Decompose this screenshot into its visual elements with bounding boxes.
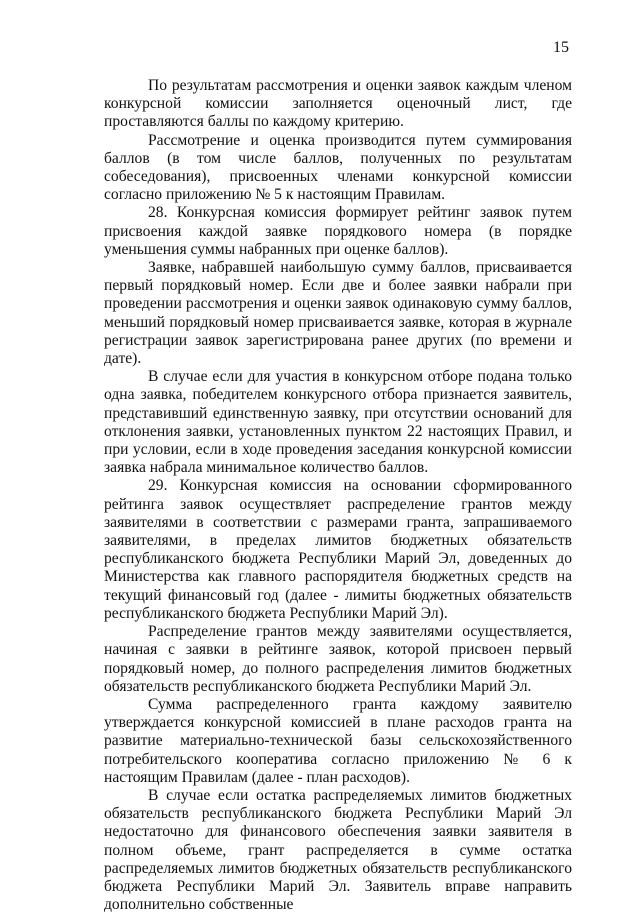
paragraph-single-application: В случае если для участия в конкурсном отборе подана только одна заявка, победителем конкурсного отбора признается заявитель, представивший единственную заявку, при отсутствии оснований для отклонения заявки, установленных пунктом 22 настоящих Правил, и при условии, если в ходе проведения заседания конкурсной комиссии заявка набрала минимальное количество баллов.	[104, 368, 572, 477]
paragraph-grant-amount: Сумма распределенного гранта каждому заявителю утверждается конкурсной комиссией в плане расходов гранта на развитие материально-технической базы сельскохозяйственного потребительского кооператива согласно приложению № 6 к настоящим Правилам (далее - план расходов).	[104, 695, 572, 786]
paragraph-item-29-distribution: 29. Конкурсная комиссия на основании сформированного рейтинга заявок осуществляет распределение грантов между заявителями в соответствии с размерами гранта, запрашиваемого заявителями, в пределах лимитов бюджетных обязательств республиканского бюджета Республики Марий Эл, доведенных до Министерства как главного распорядителя бюджетных средств на текущий финансовый год (далее - лимиты бюджетных обязательств республиканского бюджета Республики Марий Эл).	[104, 477, 572, 622]
paragraph-first-rank: Заявке, набравшей наибольшую сумму баллов, присваивается первый порядковый номер. Если две и более заявки набрали при проведении рассмотрения и оценки заявок одинаковую сумму баллов, меньший порядковый номер присваивается заявке, которая в журнале регистрации заявок зарегистрирована ранее других (по времени и дате).	[104, 259, 572, 368]
paragraph-score-summation: Рассмотрение и оценка производится путем суммирования баллов (в том числе баллов, полученных по результатам собеседования), присвоенных членами конкурсной комиссии согласно приложению № 5 к настоящим Правилам.	[104, 131, 572, 204]
paragraph-distribution-order: Распределение грантов между заявителями осуществляется, начиная с заявки в рейтинге заявок, которой присвоен первый порядковый номер, до полного распределения лимитов бюджетных обязательств республиканского бюджета Республики Марий Эл.	[104, 623, 572, 695]
paragraph-item-28-rating: 28. Конкурсная комиссия формирует рейтинг заявок путем присвоения каждой заявке порядкового номера (в порядке уменьшения суммы набранных при оценке баллов).	[104, 204, 572, 258]
page-number: 15	[553, 39, 569, 56]
paragraph-evaluation-sheet: По результатам рассмотрения и оценки заявок каждым членом конкурсной комиссии заполняется оценочный лист, где проставляются баллы по каждому критерию.	[104, 77, 572, 131]
document-body	[104, 77, 572, 914]
paragraph-insufficient-limits: В случае если остатка распределяемых лимитов бюджетных обязательств республиканского бюджета Республики Марий Эл недостаточно для финансового обеспечения заявки заявителя в полном объеме, грант распределяется в сумме остатка распределяемых лимитов бюджетных обязательств республиканского бюджета Республики Марий Эл. Заявитель вправе направить дополнительно собственные	[104, 786, 572, 914]
